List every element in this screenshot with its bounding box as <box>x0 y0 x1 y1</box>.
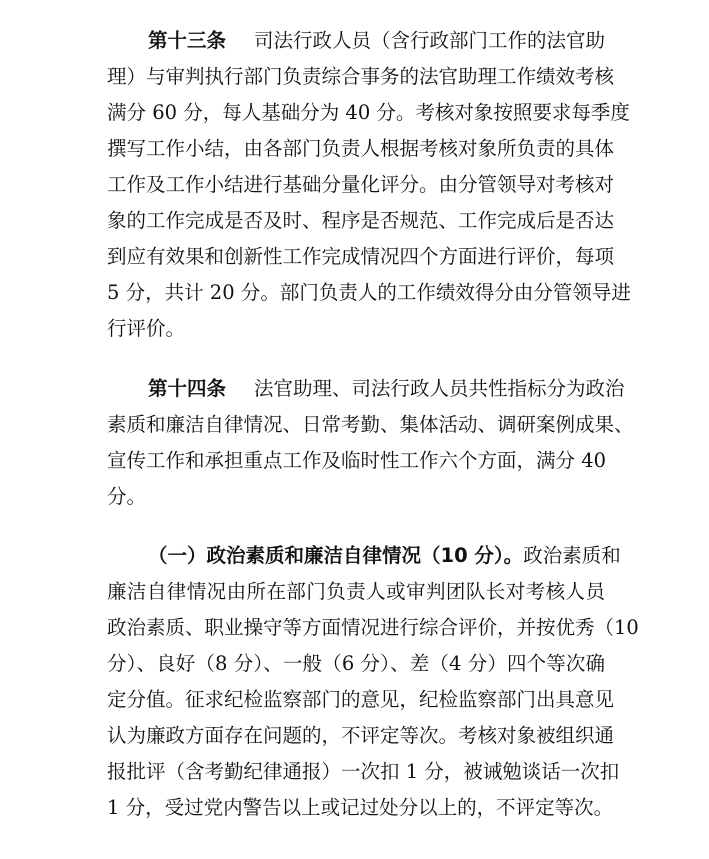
section-1-heading: （一）政治素质和廉洁自律情况（10 分）。 <box>148 544 524 567</box>
article-13-line: 5 分，共计 20 分。部门负责人的工作绩效得分由分管领导进 <box>107 281 631 304</box>
section-1-line: 廉洁自律情况由所在部门负责人或审判团队长对考核人员 <box>107 580 605 603</box>
article-13-line: 撰写工作小结，由各部门负责人根据考核对象所负责的具体 <box>107 137 615 160</box>
article-13-title: 第十三条 <box>148 29 227 52</box>
section-1-line: 报批评（含考勤纪律通报）一次扣 1 分，被诫勉谈话一次扣 <box>107 760 620 783</box>
section-1-text: 政治素质和 <box>523 544 621 567</box>
section-1-line: 1 分，受过党内警告以上或记过处分以上的，不评定等次。 <box>107 796 614 819</box>
article-13-text: 司法行政人员（含行政部门工作的法官助 <box>254 29 606 52</box>
section-1-line: 定分值。征求纪检监察部门的意见，纪检监察部门出具意见 <box>107 688 615 711</box>
article-14-line: 素质和廉洁自律情况、日常考勤、集体活动、调研案例成果、 <box>107 413 634 436</box>
section-1-line: 分）、良好（8 分）、一般（6 分）、差（4 分）四个等次确 <box>107 652 605 675</box>
article-14-line: 宣传工作和承担重点工作及临时性工作六个方面，满分 40 <box>107 449 607 472</box>
article-14-title: 第十四条 <box>148 377 227 400</box>
article-13-line: 到应有效果和创新性工作完成情况四个方面进行评价，每项 <box>107 245 615 268</box>
article-13-first-line <box>148 28 605 54</box>
article-13-line: 满分 60 分，每人基础分为 40 分。考核对象按照要求每季度 <box>107 101 630 124</box>
section-1-first-line <box>148 543 621 569</box>
article-13-line: 象的工作完成是否及时、程序是否规范、工作完成后是否达 <box>107 209 615 232</box>
article-13-line: 行评价。 <box>107 317 186 340</box>
article-14-line: 分。 <box>107 485 147 508</box>
article-13-line: 工作及工作小结进行基础分量化评分。由分管领导对考核对 <box>107 173 615 196</box>
article-14-text: 法官助理、司法行政人员共性指标分为政治 <box>254 377 625 400</box>
section-1-line: 政治素质、职业操守等方面情况进行综合评价，并按优秀（10 <box>107 616 639 639</box>
section-1-line: 认为廉政方面存在问题的，不评定等次。考核对象被组织通 <box>107 724 615 747</box>
article-13-line: 理）与审判执行部门负责综合事务的法官助理工作绩效考核 <box>107 65 615 88</box>
article-14-first-line <box>148 376 625 402</box>
